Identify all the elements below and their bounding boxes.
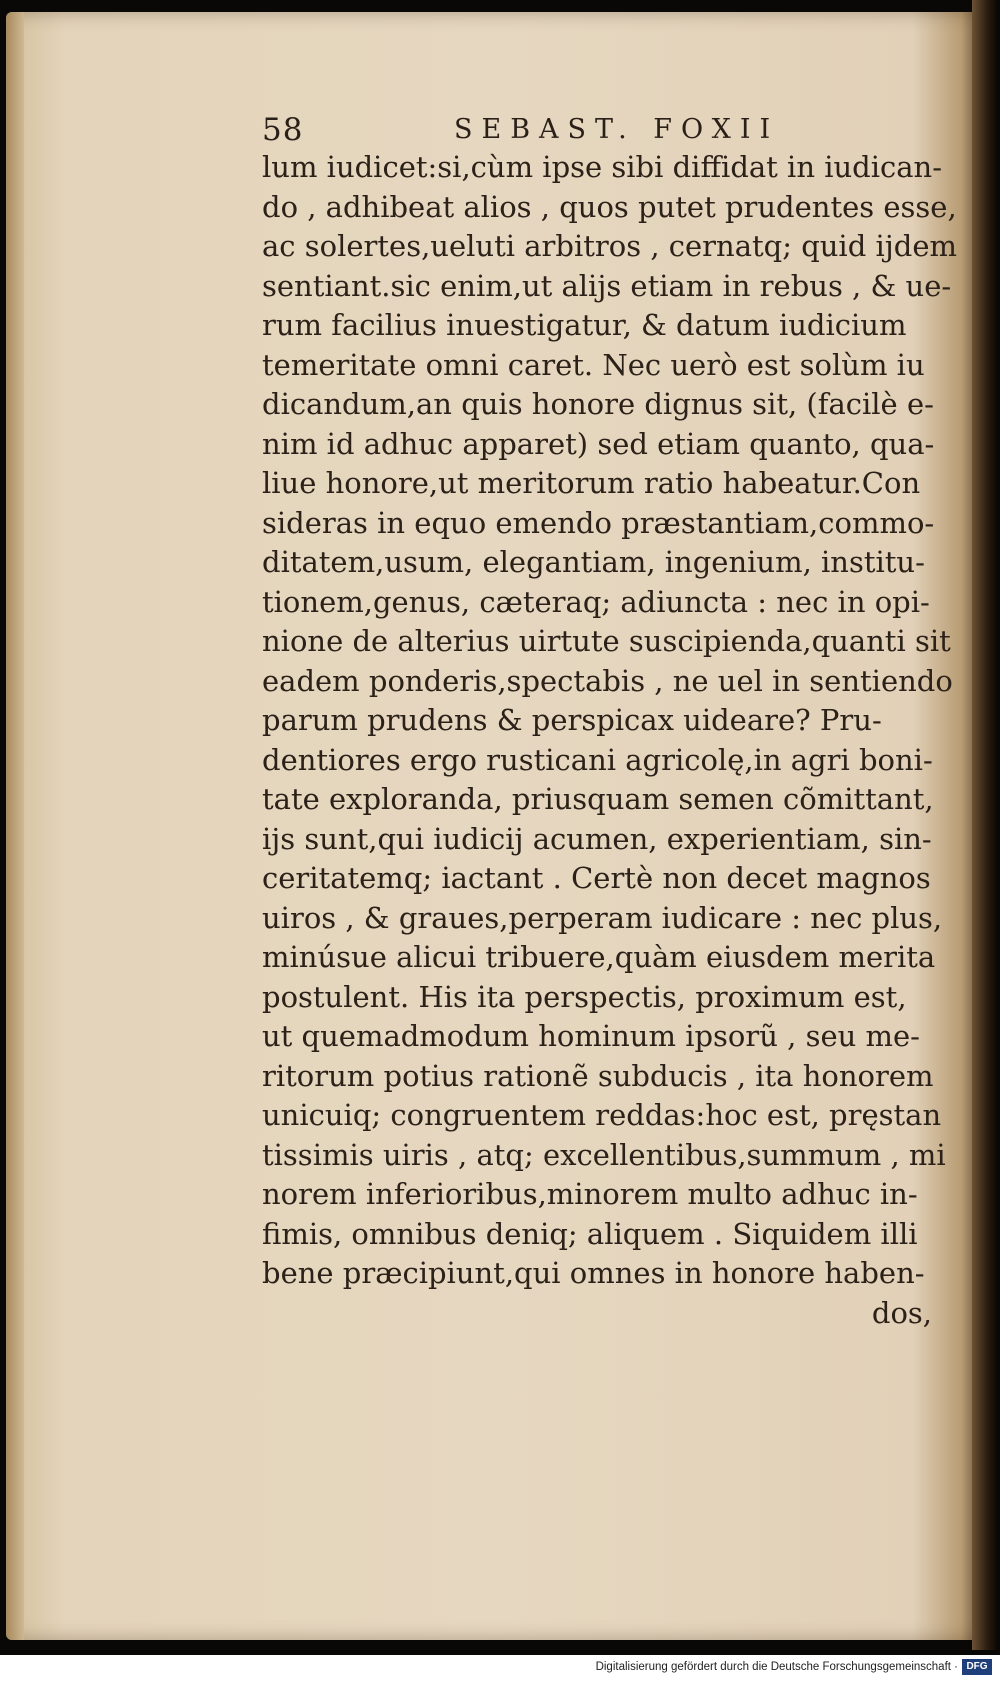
text-line: dentiores ergo rusticani agricolę,in agri boni- xyxy=(262,742,933,777)
text-line: unicuiq; congruentem reddas:hoc est, pręstan xyxy=(262,1098,942,1132)
text-line: tionem,genus, cæteraq; adiuncta : nec in opi- xyxy=(262,584,930,619)
text-line: rum facilius inuestigatur, & datum iudicium xyxy=(262,308,907,342)
body-text xyxy=(262,148,957,1333)
page-right-edge xyxy=(972,0,998,1650)
running-head: SEBAST. FOXII xyxy=(454,114,780,145)
text-line: sideras in equo emendo præstantiam,commo- xyxy=(262,505,935,540)
text-line: ut quemadmodum hominum ipsorũ , seu me- xyxy=(262,1019,920,1053)
text-line: temeritate omni caret. Nec uerò est solùm iu xyxy=(262,347,925,382)
text-line: eadem ponderis,spectabis , ne uel in sentiendo xyxy=(262,663,953,698)
text-line: ac solertes,ueluti arbitros , cernatq; quid ijdem xyxy=(262,229,957,263)
footer-credit: Digitalisierung gefördert durch die Deutsche Forschungsgemeinschaft · xyxy=(595,1661,958,1673)
text-line: nim id adhuc apparet) sed etiam quanto, qua- xyxy=(262,426,935,461)
page-spine-edge xyxy=(6,12,24,1640)
text-line: norem inferioribus,minorem multo adhuc in- xyxy=(262,1177,918,1211)
text-line: minúsue alicui tribuere,quàm eiusdem merita xyxy=(262,940,936,974)
text-line: lum iudicet:si,cùm ipse sibi diffidat in iudican- xyxy=(262,150,943,184)
text-line: sentiant.sic enim,ut alijs etiam in rebus , & ue- xyxy=(262,268,952,303)
page-number: 58 xyxy=(262,112,304,148)
text-line: tissimis uiris , atq; excellentibus,summum , mi xyxy=(262,1137,946,1172)
text-line: dicandum,an quis honore dignus sit, (facilè e- xyxy=(262,387,934,421)
text-line: do , adhibeat alios , quos putet prudentes esse, xyxy=(262,189,957,224)
dfg-logo: DFG xyxy=(962,1659,992,1675)
text-line: uiros , & graues,perperam iudicare : nec plus, xyxy=(262,900,943,935)
text-line: tate exploranda, priusquam semen cõmittant, xyxy=(262,782,934,816)
catchword: dos, xyxy=(871,1295,932,1330)
text-line: ijs sunt,qui iudicij acumen, experientiam, sin- xyxy=(262,821,932,856)
text-line: ditatem,usum, elegantiam, ingenium, institu- xyxy=(262,545,925,579)
text-line: nione de alterius uirtute suscipienda,quanti sit xyxy=(262,624,951,658)
text-line: ceritatemq; iactant . Certè non decet magnos xyxy=(262,861,931,895)
text-line: fimis, omnibus deniq; aliquem . Siquidem illi xyxy=(262,1216,918,1251)
text-line: bene præcipiunt,qui omnes in honore haben- xyxy=(262,1256,925,1290)
text-line: liue honore,ut meritorum ratio habeatur.Con xyxy=(262,466,921,500)
text-line: postulent. His ita perspectis, proximum est, xyxy=(262,979,907,1014)
page-header xyxy=(262,112,802,152)
text-line: parum prudens & perspicax uideare? Pru- xyxy=(262,703,882,737)
text-line: ritorum potius rationẽ subducis , ita honorem xyxy=(262,1058,934,1093)
